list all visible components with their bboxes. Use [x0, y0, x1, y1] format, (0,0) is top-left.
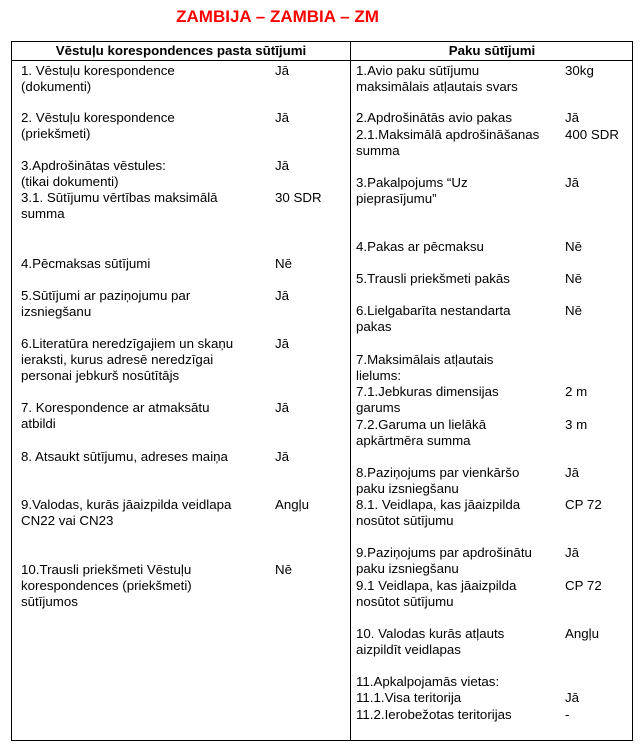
right-row-value: Nē: [565, 239, 582, 254]
right-row-label: 11.2.Ierobežotas teritorijas: [356, 707, 512, 722]
column-divider: [350, 42, 351, 740]
right-row-value: 30kg: [565, 63, 594, 78]
left-row-value: Angļu: [275, 497, 310, 512]
right-row-label: 8.1. Veidlapa, kas jāaizpilda nosūtot sūtījumu: [356, 497, 521, 528]
right-column-header: Paku sūtījumi: [448, 43, 536, 58]
right-row-label: 7.1.Jebkuras dimensijas garums: [356, 384, 499, 415]
right-row-label: 6.Lielgabarīta nestandarta pakas: [356, 303, 511, 334]
right-row-value: Jā: [565, 110, 580, 125]
left-row-label: 5.Sūtījumi ar paziņojumu par izsniegšanu: [21, 288, 191, 319]
right-row-value: Jā: [565, 175, 580, 190]
left-row-value: Jā: [275, 336, 290, 351]
right-row-label: 10. Valodas kurās atļauts aizpildīt veidlapas: [356, 626, 505, 657]
right-row-value: Angļu: [565, 626, 600, 641]
left-row-value: Jā: [275, 449, 290, 464]
right-row-label: 11.1.Visa teritorija: [356, 690, 462, 705]
right-row-label: 8.Paziņojums par vienkāršo paku izsniegšanu: [356, 465, 520, 496]
left-row-label: 2. Vēstuļu korespondence (priekšmeti): [21, 110, 175, 141]
left-row-label: 3.1. Sūtījumu vērtības maksimālā summa: [21, 190, 218, 221]
right-row-label: 11.Apkalpojamās vietas:: [356, 674, 500, 689]
right-row-value: Nē: [565, 271, 582, 286]
page-title: ZAMBIJA – ZAMBIA – ZM: [176, 7, 379, 26]
right-row-label: 3.Pakalpojums “Uz pieprasījumu”: [356, 175, 468, 206]
right-row-value: -: [565, 707, 570, 722]
right-row-value: 2 m: [565, 384, 588, 399]
left-row-value: Jā: [275, 63, 290, 78]
left-row-label: 6.Literatūra neredzīgajiem un skaņu ieraksti, kurus adresē neredzīgai personai jebkurš nosūtītājs: [21, 336, 234, 383]
left-row-label: 7. Korespondence ar atmaksātu atbildi: [21, 400, 210, 431]
right-row-label: 7.2.Garuma un lielākā apkārtmēra summa: [356, 417, 487, 448]
header-divider: [12, 60, 632, 61]
left-row-label: 1. Vēstuļu korespondence (dokumenti): [21, 63, 175, 94]
right-row-label: 2.Apdrošinātās avio pakas: [356, 110, 512, 125]
right-row-value: Jā: [565, 465, 580, 480]
right-row-label: 5.Trausli priekšmeti pakās: [356, 271, 510, 286]
left-row-label: 9.Valodas, kurās jāaizpilda veidlapa CN22 vai CN23: [21, 497, 232, 528]
right-row-value: Jā: [565, 690, 580, 705]
info-table: [11, 41, 633, 741]
right-row-label: 9.Paziņojums par apdrošinātu paku izsniegšanu: [356, 545, 532, 576]
right-row-value: Jā: [565, 545, 580, 560]
right-row-value: CP 72: [565, 497, 602, 512]
right-row-label: 9.1 Veidlapa, kas jāaizpilda nosūtot sūtījumu: [356, 578, 517, 609]
left-row-label: 4.Pēcmaksas sūtījumi: [21, 256, 151, 271]
right-row-label: 2.1.Maksimālā apdrošināšanas summa: [356, 127, 540, 158]
right-row-value: Nē: [565, 303, 582, 318]
right-row-value: 3 m: [565, 417, 588, 432]
left-row-value: Jā: [275, 158, 290, 173]
right-row-label: 1.Avio paku sūtījumu maksimālais atļautais svars: [356, 63, 518, 94]
left-row-label: 3.Apdrošinātas vēstules: (tikai dokumenti): [21, 158, 166, 189]
left-row-value: Jā: [275, 288, 290, 303]
left-row-value: Jā: [275, 400, 290, 415]
right-row-value: CP 72: [565, 578, 602, 593]
left-row-value: Nē: [275, 256, 292, 271]
right-row-label: 7.Maksimālais atļautais lielums:: [356, 352, 494, 383]
left-column-header: Vēstuļu korespondences pasta sūtījumi: [55, 43, 307, 58]
right-row-label: 4.Pakas ar pēcmaksu: [356, 239, 484, 254]
left-row-value: Jā: [275, 110, 290, 125]
right-row-value: 400 SDR: [565, 127, 619, 142]
left-row-value: Nē: [275, 562, 292, 577]
left-row-label: 10.Trausli priekšmeti Vēstuļu korespondences (priekšmeti) sūtījumos: [21, 562, 192, 609]
left-row-value: 30 SDR: [275, 190, 322, 205]
left-row-label: 8. Atsaukt sūtījumu, adreses maiņa: [21, 449, 228, 464]
